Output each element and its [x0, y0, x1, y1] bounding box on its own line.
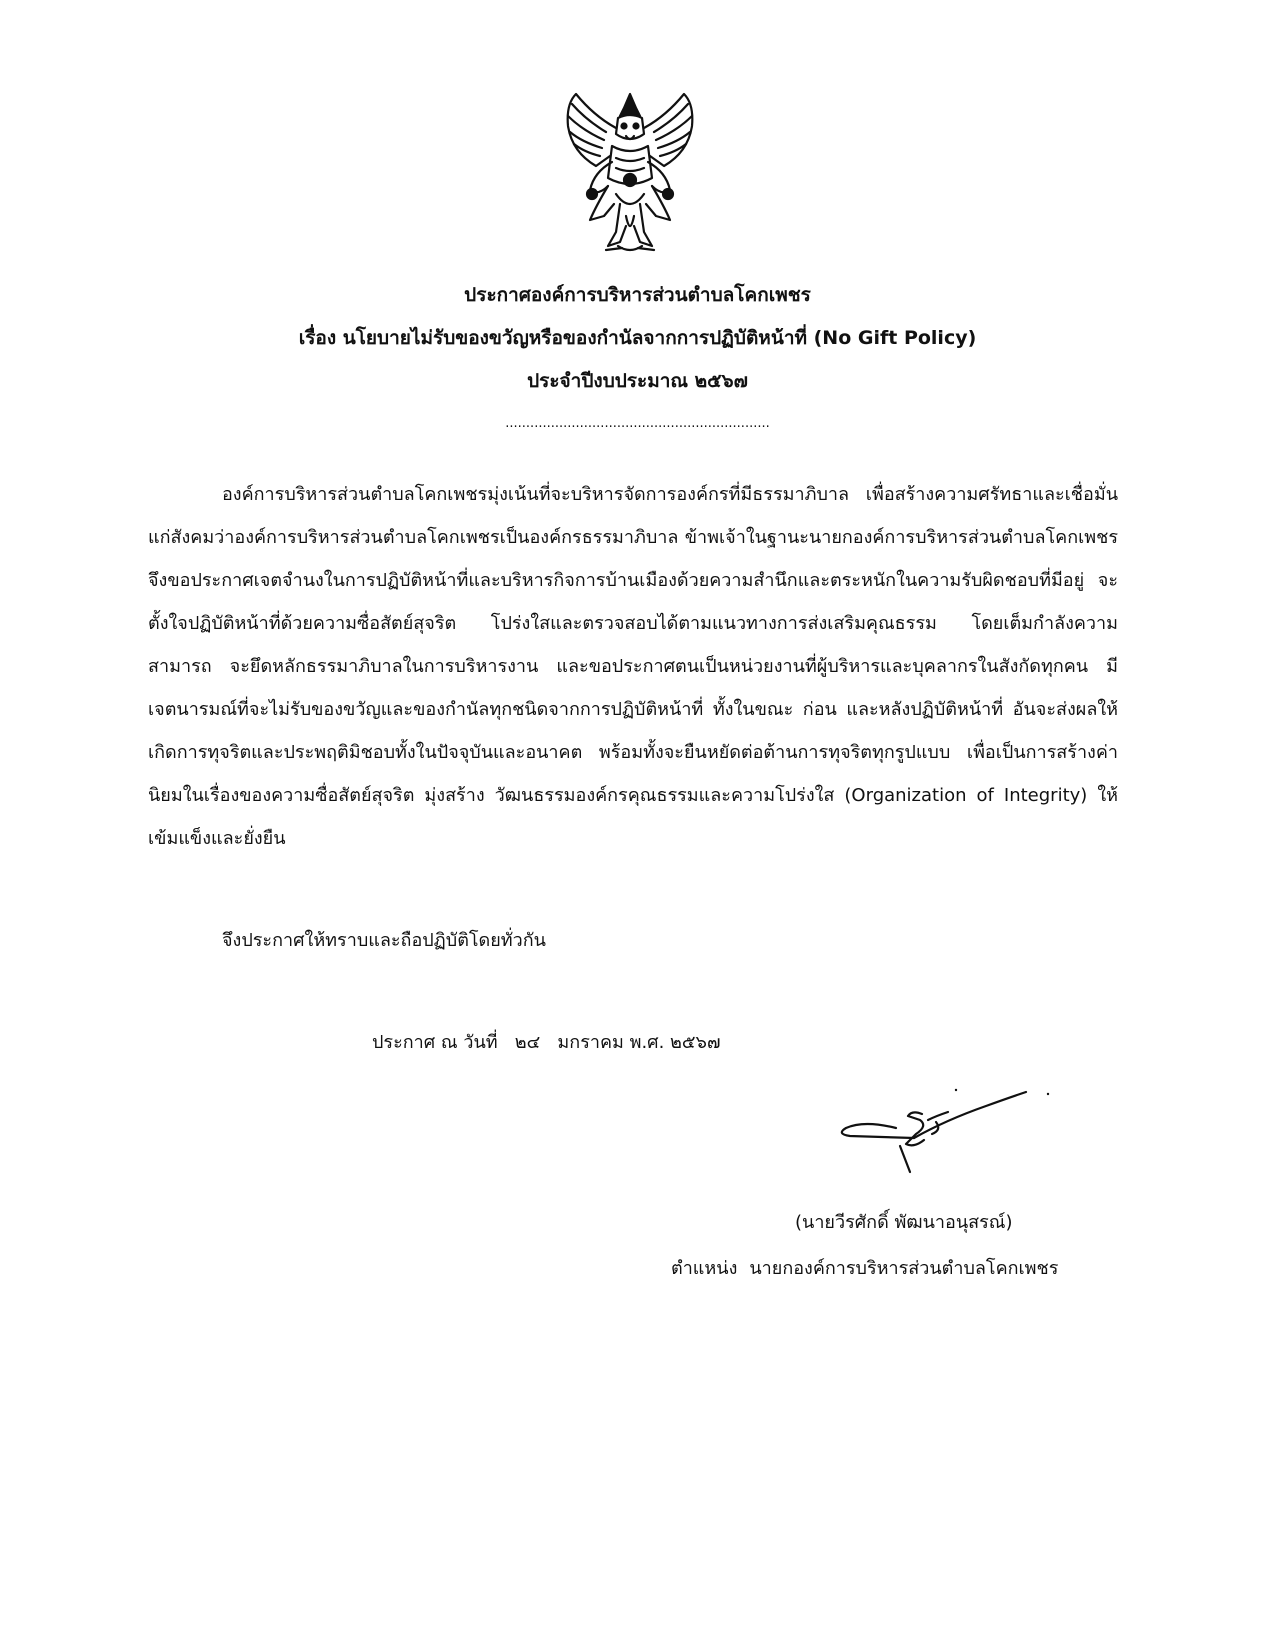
announcement-subject: เรื่อง นโยบายไม่รับของขวัญหรือของกำนัลจากการปฏิบัติหน้าที่ (No Gift Policy) — [298, 327, 977, 349]
signer-position — [671, 1256, 1058, 1282]
garuda-emblem-icon — [546, 86, 714, 262]
announcement-body: องค์การบริหารส่วนตำบลโคกเพชรมุ่งเน้นที่จะบริหารจัดการองค์กรที่มีธรรมาภิบาล เพื่อสร้างความศรัทธาและเชื่อมั่นแก่สังคมว่าองค์การบริหารส่วนตำบลโคกเพชรเป็นองค์กรธรรมาภิบาล ข้าพเจ้าในฐานะนายกองค์การบริหารส่วนตำบลโคกเพชร จึงขอประกาศเจตจำนงในการปฏิบัติหน้าที่และบริหารกิจการบ้านเมืองด้วยความสำนึกและตระหนักในความรับผิดชอบที่มีอยู่ จะตั้งใจปฏิบัติหน้าที่ด้วยความซื่อสัตย์สุจริต โปร่งใสและตรวจสอบได้ตามแนวทางการส่งเสริมคุณธรรม โดยเต็มกำลังความสามารถ จะยึดหลักธรรมาภิบาลในการบริหารงาน และขอประกาศตนเป็นหน่วยงานที่ผู้บริหารและบุคลากรในสังกัดทุกคน มีเจตนารมณ์ที่จะไม่รับของขวัญและของกำนัลทุกชนิดจากการปฏิบัติหน้าที่ ทั้งในขณะ ก่อน และหลังปฏิบัติหน้าที่ อันจะส่งผลให้เกิดการทุจริตและประพฤติมิชอบทั้งในปัจจุบันและอนาคต พร้อมทั้งจะยืนหยัดต่อต้านการทุจริตทุกรูปแบบ เพื่อเป็นการสร้างค่านิยมในเรื่องของความซื่อสัตย์สุจริต มุ่งสร้าง วัฒนธรรมองค์กรคุณธรรมและความโปร่งใส (Organization of Integrity) ให้เข้มแข็งและยั่งยืน — [148, 484, 1118, 849]
position-label: ตำแหน่ง — [671, 1258, 738, 1279]
announcement-date: ประกาศ ณ วันที่ ๒๔ มกราคม พ.ศ. ๒๕๖๗ — [372, 1032, 721, 1053]
dotted-separator: ................................................................ — [505, 416, 770, 431]
fiscal-year: ประจำปีงบประมาณ ๒๕๖๗ — [527, 370, 748, 392]
handwritten-signature-icon — [836, 1086, 1066, 1196]
position-value: นายกองค์การบริหารส่วนตำบลโคกเพชร — [749, 1258, 1059, 1279]
announcement-title: ประกาศองค์การบริหารส่วนตำบลโคกเพชร — [464, 284, 811, 306]
signer-name: (นายวีรศักดิ์ พัฒนาอนุสรณ์) — [795, 1212, 1013, 1233]
closing-statement: จึงประกาศให้ทราบและถือปฏิบัติโดยทั่วกัน — [222, 930, 546, 951]
